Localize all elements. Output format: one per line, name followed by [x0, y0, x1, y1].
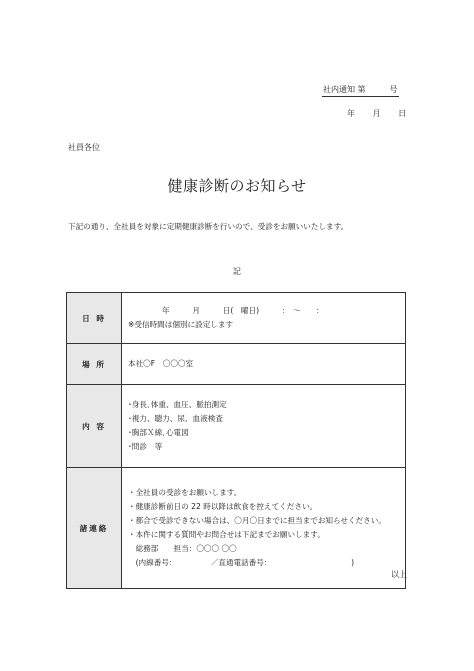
datetime-label: 日 時: [67, 293, 122, 344]
notice-number: [322, 84, 399, 97]
datetime-line1: 年 月 日( 曜日) ： ～ ：: [162, 306, 324, 315]
content-item: ･身長､体重、血圧、脈拍測定: [128, 400, 227, 409]
issue-date: [347, 108, 407, 119]
contact-item: ・都合で受診できない場合は、〇月〇日までに担当までお知らせください。: [128, 516, 386, 525]
document-title: 健康診断のお知らせ: [167, 177, 307, 195]
contact-item: ・健康診断前日の 22 時以降は飲食を控えてください。: [128, 502, 318, 511]
date-year: 年: [347, 109, 356, 118]
table-row-place: [67, 344, 406, 385]
notice-go: 号: [389, 85, 398, 94]
details-table: [66, 292, 406, 589]
table-row-datetime: [67, 293, 406, 344]
place-cell: [122, 344, 406, 385]
notice-dai: 第: [357, 85, 366, 94]
contact-item: ・全社員の受診をお願いします。: [128, 488, 242, 497]
table-row-contact: [67, 468, 406, 589]
contact-cell: [122, 468, 406, 589]
content-item: ･視力、聴力、尿、血液検査: [128, 414, 223, 423]
content-item: ･胸部Ｘ線､心電図: [128, 428, 189, 437]
notice-prefix: 社内通知: [323, 85, 355, 94]
content-cell: [122, 385, 406, 468]
closing-mark: 以上: [391, 570, 407, 579]
ki-marker: 記: [233, 267, 241, 276]
contact-label: 諸連絡: [67, 468, 122, 589]
intro-text: 下記の通り、全社員を対象に定期健康診断を行いので、受診をお願いいたします。: [68, 222, 349, 231]
place-value: 本社〇F 〇〇〇室: [128, 359, 194, 368]
addressee: 社員各位: [68, 143, 100, 152]
place-label: 場 所: [67, 344, 122, 385]
content-label: 内 容: [67, 385, 122, 468]
date-day: 日: [398, 109, 407, 118]
table-row-content: [67, 385, 406, 468]
contact-item: (内線番号： ／直通電話番号： ): [128, 558, 355, 567]
date-month: 月: [372, 109, 382, 118]
contact-item: 総務部 担当：〇〇〇 〇〇: [128, 544, 237, 553]
datetime-cell: [122, 293, 406, 344]
contact-item: ・本件に関する質問やお問合せは下記までお願いします。: [128, 530, 325, 539]
datetime-line2: ※受信時間は個別に設定します: [128, 320, 234, 329]
content-item: ･問診 等: [128, 442, 163, 451]
